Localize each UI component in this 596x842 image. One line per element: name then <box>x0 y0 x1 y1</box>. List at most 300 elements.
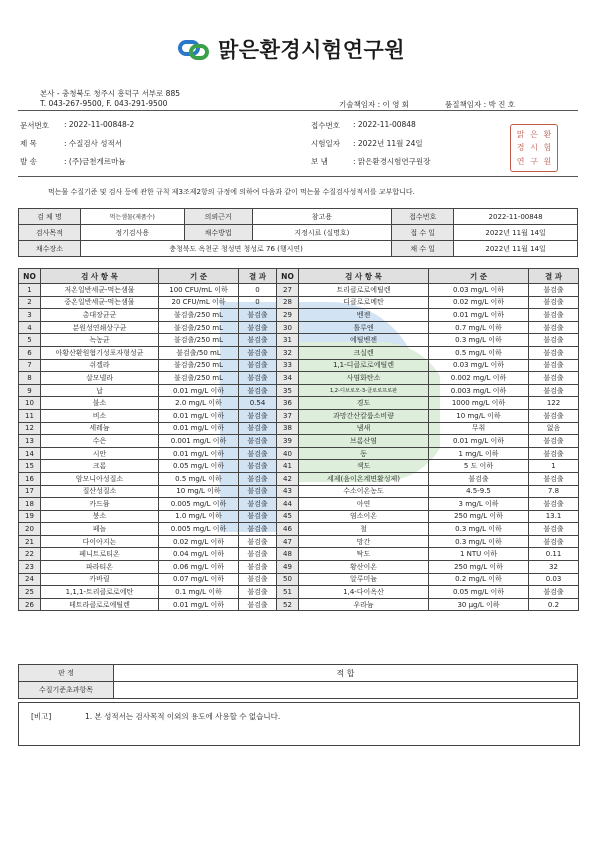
row-standard-right: 불검출 <box>429 472 529 485</box>
row-result-right: 불검출 <box>529 498 579 511</box>
row-no: 1 <box>19 284 41 297</box>
header-result-right: 결 과 <box>529 269 579 284</box>
row-no-right: 52 <box>277 598 299 611</box>
row-result-right: 불검출 <box>529 435 579 448</box>
row-standard: 0.02 mg/L 이하 <box>159 535 239 548</box>
row-standard: 불검출/250 mL <box>159 321 239 334</box>
header-divider <box>18 110 578 111</box>
table-row <box>19 485 579 498</box>
results-header-row <box>19 269 579 284</box>
row-result-right: 불검출 <box>529 296 579 309</box>
row-item: 살모넬라 <box>41 372 159 385</box>
row-item: 크롬 <box>41 460 159 473</box>
row-no-right: 29 <box>277 309 299 322</box>
row-item-right: 1,2-디브로모-3-클로로프로판 <box>299 384 429 397</box>
statement-text: 먹는물 수질기준 및 검사 등에 관한 규칙 제3조제2항의 규정에 의하여 다음과 같이 먹는물 수질검사성적서를 교부합니다. <box>48 188 415 196</box>
row-standard: 10 mg/L 이하 <box>159 485 239 498</box>
purpose-label: 검사목적 <box>19 225 81 241</box>
receipt-date-label: 접 수 일 <box>392 225 454 241</box>
row-no: 2 <box>19 296 41 309</box>
row-standard-right: 0.02 mg/L 이하 <box>429 296 529 309</box>
report-sender: : 맑은환경시험연구원장 <box>353 157 431 166</box>
row-item-right: 에틸벤젠 <box>299 334 429 347</box>
sampling-date-label: 채 수 일 <box>392 241 454 257</box>
row-standard-right: 0.3 mg/L 이하 <box>429 523 529 536</box>
table-row <box>19 535 579 548</box>
row-result: 불검출 <box>239 334 277 347</box>
row-no-right: 45 <box>277 510 299 523</box>
row-item-right: 망간 <box>299 535 429 548</box>
row-result-right: 불검출 <box>529 535 579 548</box>
location: 충청북도 옥천군 청성면 청성로 76 (행시연) <box>80 241 391 257</box>
row-standard: 0.05 mg/L 이하 <box>159 460 239 473</box>
row-item-right: 과망간산칼륨소비량 <box>299 409 429 422</box>
purpose: 정기검사용 <box>80 225 184 241</box>
org-name: 맑은환경시험연구원 <box>218 38 406 62</box>
row-result: 불검출 <box>239 384 277 397</box>
row-standard-right: 250 mg/L 이하 <box>429 510 529 523</box>
row-standard-right: 0.01 mg/L 이하 <box>429 435 529 448</box>
row-standard: 0.04 mg/L 이하 <box>159 548 239 561</box>
row-result: 불검출 <box>239 309 277 322</box>
row-standard-right: 30 μg/L 이하 <box>429 598 529 611</box>
row-standard: 0.5 mg/L 이하 <box>159 472 239 485</box>
row-item: 시안 <box>41 447 159 460</box>
row-standard: 0.005 mg/L 이하 <box>159 523 239 536</box>
sample-name: 먹는샘물(제품수) <box>80 209 184 225</box>
row-standard-right: 0.03 mg/L 이하 <box>429 359 529 372</box>
row-result-right: 불검출 <box>529 523 579 536</box>
row-no-right: 51 <box>277 586 299 599</box>
row-result: 불검출 <box>239 359 277 372</box>
row-no-right: 28 <box>277 296 299 309</box>
row-result: 불검출 <box>239 321 277 334</box>
row-standard-right: 1000 mg/L 이하 <box>429 397 529 410</box>
row-no: 9 <box>19 384 41 397</box>
table-row <box>19 498 579 511</box>
row-result-right: 13.1 <box>529 510 579 523</box>
row-standard: 0.001 mg/L 이하 <box>159 435 239 448</box>
row-standard-right: 0.002 mg/L 이하 <box>429 372 529 385</box>
table-row <box>19 598 579 611</box>
row-standard-right: 0.01 mg/L 이하 <box>429 309 529 322</box>
row-item: 페니트로티온 <box>41 548 159 561</box>
row-no-right: 39 <box>277 435 299 448</box>
row-standard: 불검출/250 mL <box>159 372 239 385</box>
row-no-right: 49 <box>277 561 299 574</box>
row-no: 6 <box>19 346 41 359</box>
header-item: 검 사 항 목 <box>41 269 159 284</box>
row-item: 녹농균 <box>41 334 159 347</box>
row-standard-right: 0.3 mg/L 이하 <box>429 535 529 548</box>
seal-char: 경 <box>516 143 525 153</box>
table-row <box>19 409 579 422</box>
seal-char: 구 <box>530 156 538 166</box>
row-item: 납 <box>41 384 159 397</box>
table-row <box>19 523 579 536</box>
row-no-right: 50 <box>277 573 299 586</box>
row-result: 불검출 <box>239 346 277 359</box>
row-item: 쉬겔라 <box>41 359 159 372</box>
receipt-no-label: 접수번호 <box>311 121 340 130</box>
row-result-right: 불검출 <box>529 447 579 460</box>
recipient-label: 발 송 <box>20 157 37 166</box>
row-item: 불소 <box>41 397 159 410</box>
row-result-right: 불검출 <box>529 321 579 334</box>
row-standard-right: 0.003 mg/L 이하 <box>429 384 529 397</box>
receipt-no-cell: 2022-11-00848 <box>454 209 578 225</box>
row-item-right: 크실렌 <box>299 346 429 359</box>
row-no: 4 <box>19 321 41 334</box>
table-row <box>19 372 579 385</box>
row-standard: 0.01 mg/L 이하 <box>159 409 239 422</box>
row-result: 불검출 <box>239 498 277 511</box>
row-item-right: 염소이온 <box>299 510 429 523</box>
row-standard: 0.1 mg/L 이하 <box>159 586 239 599</box>
header-no-right: NO <box>277 269 299 284</box>
sampling-date: 2022년 11월 14일 <box>454 241 578 257</box>
row-item-right: 수소이온농도 <box>299 485 429 498</box>
row-item: 암모니아성질소 <box>41 472 159 485</box>
row-standard: 불검출/250 mL <box>159 334 239 347</box>
notes-label: [비고] <box>31 712 52 721</box>
row-no-right: 36 <box>277 397 299 410</box>
row-result: 불검출 <box>239 510 277 523</box>
row-result: 불검출 <box>239 422 277 435</box>
row-result: 불검출 <box>239 435 277 448</box>
row-item-right: 철 <box>299 523 429 536</box>
exceed-items-value <box>114 682 578 699</box>
row-no: 18 <box>19 498 41 511</box>
row-no-right: 37 <box>277 409 299 422</box>
seal-char: 은 <box>530 130 538 139</box>
table-row <box>19 548 579 561</box>
row-result-right: 불검출 <box>529 359 579 372</box>
table-row <box>19 573 579 586</box>
row-result-right: 불검출 <box>529 334 579 347</box>
row-result-right: 32 <box>529 561 579 574</box>
row-result: 불검출 <box>239 472 277 485</box>
row-standard-right: 0.03 mg/L 이하 <box>429 284 529 297</box>
quality-manager: 품질책임자 : 박 진 호 <box>445 100 516 109</box>
row-item-right: 황산이온 <box>299 561 429 574</box>
doc-no: : 2022-11-00848-2 <box>64 120 135 129</box>
row-result: 0 <box>239 284 277 297</box>
basis-label: 의뢰근거 <box>184 209 252 225</box>
row-result-right: 0.03 <box>529 573 579 586</box>
row-standard: 불검출/50 mL <box>159 346 239 359</box>
notes-text: 1. 본 성적서는 검사목적 이외의 용도에 사용할 수 없습니다. <box>85 712 281 721</box>
header-item-right: 검 사 항 목 <box>299 269 429 284</box>
row-item-right: 세제(음이온계면활성제) <box>299 472 429 485</box>
row-result-right: 불검출 <box>529 372 579 385</box>
row-item-right: 트리클로로에틸렌 <box>299 284 429 297</box>
table-row <box>19 309 579 322</box>
row-no-right: 34 <box>277 372 299 385</box>
row-standard: 1.0 mg/L 이하 <box>159 510 239 523</box>
row-item-right: 우라늄 <box>299 598 429 611</box>
row-standard-right: 0.2 mg/L 이하 <box>429 573 529 586</box>
row-standard-right: 0.7 mg/L 이하 <box>429 321 529 334</box>
row-item: 분원성연쇄상구균 <box>41 321 159 334</box>
row-no-right: 47 <box>277 535 299 548</box>
row-result: 불검출 <box>239 460 277 473</box>
row-standard: 0.07 mg/L 이하 <box>159 573 239 586</box>
row-no: 19 <box>19 510 41 523</box>
row-result: 불검출 <box>239 573 277 586</box>
notes-box <box>18 702 580 746</box>
row-result-right: 불검출 <box>529 409 579 422</box>
row-no-right: 27 <box>277 284 299 297</box>
row-item-right: 디클로로메탄 <box>299 296 429 309</box>
row-no-right: 42 <box>277 472 299 485</box>
judgement-value: 적 합 <box>114 665 578 682</box>
method: 지정시료 (실명호) <box>252 225 392 241</box>
row-no: 23 <box>19 561 41 574</box>
row-no-right: 38 <box>277 422 299 435</box>
row-item-right: 벤젠 <box>299 309 429 322</box>
row-standard-right: 5 도 이하 <box>429 460 529 473</box>
header-standard-right: 기 준 <box>429 269 529 284</box>
row-no: 25 <box>19 586 41 599</box>
row-item: 질산성질소 <box>41 485 159 498</box>
row-standard-right: 0.5 mg/L 이하 <box>429 346 529 359</box>
table-row <box>19 296 579 309</box>
row-result-right: 불검출 <box>529 346 579 359</box>
row-item-right: 브롬산염 <box>299 435 429 448</box>
row-no: 3 <box>19 309 41 322</box>
row-no: 10 <box>19 397 41 410</box>
header-result: 결 과 <box>239 269 277 284</box>
row-result-right: 0.2 <box>529 598 579 611</box>
row-item: 다이아지논 <box>41 535 159 548</box>
row-item: 페놀 <box>41 523 159 536</box>
row-no: 24 <box>19 573 41 586</box>
row-result: 불검출 <box>239 485 277 498</box>
sample-info-table <box>18 208 578 257</box>
row-standard: 20 CFU/mL 이하 <box>159 296 239 309</box>
row-no: 13 <box>19 435 41 448</box>
table-row <box>19 384 579 397</box>
row-result-right: 없음 <box>529 422 579 435</box>
row-result-right: 불검출 <box>529 309 579 322</box>
row-no-right: 46 <box>277 523 299 536</box>
row-item: 수은 <box>41 435 159 448</box>
row-no-right: 30 <box>277 321 299 334</box>
table-row <box>19 586 579 599</box>
org-contact: T. 043-267-9500, F. 043-291-9500 <box>40 99 168 108</box>
row-item-right: 아연 <box>299 498 429 511</box>
table-row <box>19 435 579 448</box>
table-row <box>19 460 579 473</box>
table-row <box>19 284 579 297</box>
row-no: 22 <box>19 548 41 561</box>
row-item-right: 동 <box>299 447 429 460</box>
org-logo <box>178 34 448 64</box>
row-standard-right: 10 mg/L 이하 <box>429 409 529 422</box>
row-result: 불검출 <box>239 535 277 548</box>
table-row <box>19 334 579 347</box>
row-item-right: 탁도 <box>299 548 429 561</box>
header-no: NO <box>19 269 41 284</box>
test-date: : 2022년 11월 24일 <box>353 139 423 148</box>
seal-char: 험 <box>543 143 552 153</box>
row-standard: 0.01 mg/L 이하 <box>159 598 239 611</box>
row-result: 불검출 <box>239 372 277 385</box>
table-row <box>19 346 579 359</box>
table-row <box>19 422 579 435</box>
exceed-items-label: 수질기준초과항목 <box>19 682 114 699</box>
row-standard: 불검출/250 mL <box>159 359 239 372</box>
row-item-right: 알루미늄 <box>299 573 429 586</box>
table-row <box>19 397 579 410</box>
tech-manager: 기술책임자 : 이 영 회 <box>339 100 410 109</box>
sample-name-label: 검 체 명 <box>19 209 81 225</box>
row-no-right: 48 <box>277 548 299 561</box>
row-result-right: 불검출 <box>529 472 579 485</box>
row-result-right: 7.8 <box>529 485 579 498</box>
row-result: 불검출 <box>239 447 277 460</box>
row-item-right: 1,4-다이옥산 <box>299 586 429 599</box>
judgement-label: 판 정 <box>19 665 114 682</box>
row-standard-right: 3 mg/L 이하 <box>429 498 529 511</box>
row-result: 불검출 <box>239 586 277 599</box>
row-no: 7 <box>19 359 41 372</box>
row-standard: 불검출/250 mL <box>159 309 239 322</box>
row-result-right: 불검출 <box>529 586 579 599</box>
row-item-right: 사염화탄소 <box>299 372 429 385</box>
row-result: 불검출 <box>239 561 277 574</box>
row-item-right: 색도 <box>299 460 429 473</box>
row-item: 카바릴 <box>41 573 159 586</box>
row-item: 총대장균군 <box>41 309 159 322</box>
method-label: 채수방법 <box>184 225 252 241</box>
row-item: 1,1,1-트리클로로에탄 <box>41 586 159 599</box>
org-address: 본사 - 충청북도 청주시 흥덕구 서부로 885 <box>40 89 180 98</box>
row-result: 불검출 <box>239 523 277 536</box>
location-label: 채수장소 <box>19 241 81 257</box>
seal-char: 맑 <box>516 130 525 139</box>
row-item: 파라티온 <box>41 561 159 574</box>
row-no-right: 35 <box>277 384 299 397</box>
official-seal-stamp <box>510 124 558 172</box>
table-row <box>19 472 579 485</box>
seal-char: 연 <box>516 156 525 166</box>
row-result-right: 1 <box>529 460 579 473</box>
row-no: 20 <box>19 523 41 536</box>
row-no: 15 <box>19 460 41 473</box>
row-item-right: 1,1-디클로로에틸렌 <box>299 359 429 372</box>
seal-char: 환 <box>543 130 552 139</box>
basis: 참고용 <box>252 209 392 225</box>
receipt-no-label-cell: 접수번호 <box>392 209 454 225</box>
row-result: 0 <box>239 296 277 309</box>
row-result: 불검출 <box>239 548 277 561</box>
row-result: 0.54 <box>239 397 277 410</box>
row-no: 16 <box>19 472 41 485</box>
row-no-right: 33 <box>277 359 299 372</box>
row-item: 세레늄 <box>41 422 159 435</box>
doc-title-label: 제 목 <box>20 139 37 148</box>
row-no-right: 31 <box>277 334 299 347</box>
row-item: 저온일반세균-먹는샘물 <box>41 284 159 297</box>
receipt-date: 2022년 11월 14일 <box>454 225 578 241</box>
row-standard-right: 0.3 mg/L 이하 <box>429 334 529 347</box>
row-item: 중온일반세균-먹는샘물 <box>41 296 159 309</box>
row-no: 17 <box>19 485 41 498</box>
row-item-right: 냄새 <box>299 422 429 435</box>
row-no: 12 <box>19 422 41 435</box>
row-no-right: 32 <box>277 346 299 359</box>
row-item: 비소 <box>41 409 159 422</box>
row-no: 14 <box>19 447 41 460</box>
row-no: 5 <box>19 334 41 347</box>
doc-title: : 수질검사 성적서 <box>64 139 123 148</box>
row-no-right: 41 <box>277 460 299 473</box>
row-result-right: 122 <box>529 397 579 410</box>
row-standard-right: 1 NTU 이하 <box>429 548 529 561</box>
row-standard-right: 무취 <box>429 422 529 435</box>
row-result-right: 불검출 <box>529 384 579 397</box>
report-label: 보 냄 <box>311 157 328 166</box>
row-no: 26 <box>19 598 41 611</box>
row-result-right: 불검출 <box>529 284 579 297</box>
row-result-right: 0.11 <box>529 548 579 561</box>
doc-no-label: 문서번호 <box>20 121 49 130</box>
table-row <box>19 561 579 574</box>
row-result: 불검출 <box>239 409 277 422</box>
table-row <box>19 510 579 523</box>
judgement-table <box>18 664 578 699</box>
seal-char: 시 <box>530 143 538 153</box>
row-no: 8 <box>19 372 41 385</box>
table-row <box>19 321 579 334</box>
row-standard: 0.01 mg/L 이하 <box>159 447 239 460</box>
row-standard: 0.005 mg/L 이하 <box>159 498 239 511</box>
row-standard: 0.01 mg/L 이하 <box>159 384 239 397</box>
row-no-right: 44 <box>277 498 299 511</box>
table-row <box>19 359 579 372</box>
row-standard-right: 1 mg/L 이하 <box>429 447 529 460</box>
results-table <box>18 268 579 611</box>
row-item: 아황산환원혐기성포자형성균 <box>41 346 159 359</box>
org-logo-mark-icon <box>178 38 212 60</box>
row-no-right: 40 <box>277 447 299 460</box>
row-no: 21 <box>19 535 41 548</box>
row-standard-right: 0.05 mg/L 이하 <box>429 586 529 599</box>
row-result: 불검출 <box>239 598 277 611</box>
row-standard-right: 250 mg/L 이하 <box>429 561 529 574</box>
row-standard: 100 CFU/mL 이하 <box>159 284 239 297</box>
row-item: 카드뮴 <box>41 498 159 511</box>
meta-divider <box>18 176 578 177</box>
row-standard-right: 4.5-9.5 <box>429 485 529 498</box>
row-standard: 2.0 mg/L 이하 <box>159 397 239 410</box>
header-standard: 기 준 <box>159 269 239 284</box>
recipient: : (주)금천게르마늄 <box>64 157 126 166</box>
receipt-no: : 2022-11-00848 <box>353 120 416 129</box>
seal-char: 원 <box>543 156 552 166</box>
row-no-right: 43 <box>277 485 299 498</box>
row-no: 11 <box>19 409 41 422</box>
row-standard: 0.06 mg/L 이하 <box>159 561 239 574</box>
row-item: 붕소 <box>41 510 159 523</box>
test-date-label: 시험일자 <box>311 139 340 148</box>
table-row <box>19 447 579 460</box>
row-standard: 0.01 mg/L 이하 <box>159 422 239 435</box>
row-item: 테트라클로로에틸렌 <box>41 598 159 611</box>
row-item-right: 경도 <box>299 397 429 410</box>
